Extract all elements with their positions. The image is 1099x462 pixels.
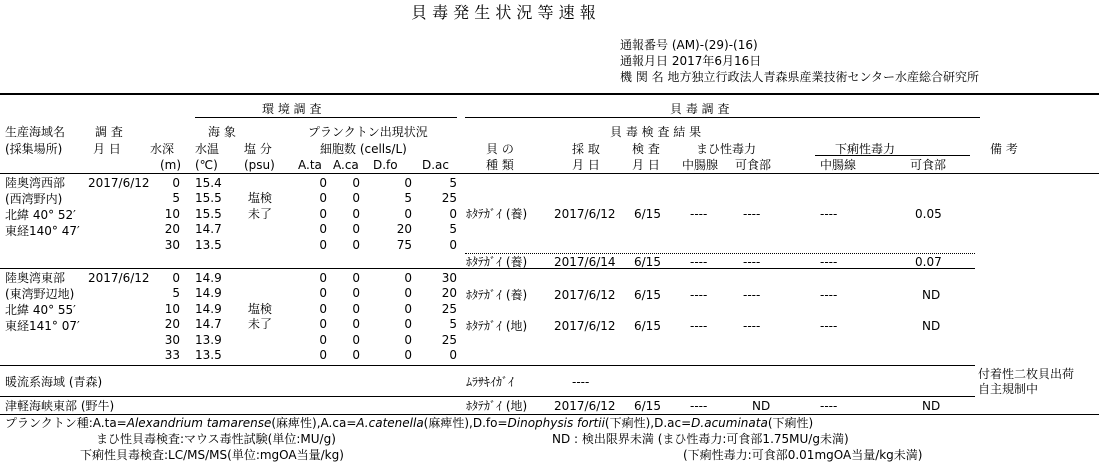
area-label: 陸奥湾東部 (5, 271, 66, 285)
dsp-gut-cell: ---- (820, 319, 838, 333)
dsp-edible-cell: ND (922, 288, 941, 302)
species-cell: ﾎﾀﾃｶﾞｲ (養) (466, 288, 528, 302)
site-label: (東湾野辺地) (5, 287, 75, 301)
header-dfo: D.fo (373, 158, 398, 172)
depth-cell: 10 (164, 206, 180, 221)
dfo-cell: 0 (404, 286, 412, 301)
header-gut2: 中腸線 (820, 158, 857, 172)
dac-cell: 5 (449, 222, 457, 237)
tsugaru-test-date: 6/15 (634, 399, 661, 413)
depth-cell: 30 (164, 237, 180, 252)
survey-date: 2017/6/12 (88, 271, 150, 285)
dsp-gut-cell: ---- (820, 288, 838, 302)
temp-cell: 13.5 (195, 237, 222, 252)
temp-cell: 15.5 (195, 191, 222, 206)
sample-date-cell: 2017/6/14 (554, 255, 616, 269)
dsp-gut-cell: ---- (820, 207, 838, 221)
dac-cell: 25 (441, 191, 457, 206)
dac-cell: 0 (449, 237, 457, 252)
header-temp-unit: (℃) (195, 158, 218, 172)
species-cell: ﾎﾀﾃｶﾞｲ (養) (466, 255, 528, 269)
psp-gut-cell: ---- (690, 207, 708, 221)
aca-cell: 0 (352, 191, 360, 206)
toxin-rule (465, 117, 980, 118)
temp-cell: 13.5 (195, 348, 222, 362)
temp-cell: 14.9 (195, 286, 222, 301)
sample-date-cell: 2017/6/12 (554, 288, 616, 302)
ata-cell: 0 (319, 332, 327, 347)
aca-cell: 0 (352, 176, 360, 190)
depth-cell: 30 (164, 332, 180, 347)
survey-date: 2017/6/12 (88, 176, 150, 190)
footer-species-legend: プランクトン種:A.ta=Alexandrium tamarense(麻痺性),A.ca=A.catenella(麻痺性),D.fo=Dinophysis fortii(下痢性),D.ac=D.acuminata(下痢性) (5, 416, 814, 430)
header-dac: D.ac (422, 158, 450, 172)
dac-cell: 5 (449, 317, 457, 332)
psp-gut-cell: ---- (690, 319, 708, 333)
ata-cell: 0 (319, 222, 327, 237)
header-ata: A.ta (298, 158, 322, 172)
header-sample: 採 取 (572, 142, 600, 156)
header-monthday: 月 日 (93, 142, 121, 156)
header-edible2: 可食部 (910, 158, 947, 172)
test-date-cell: 6/15 (634, 255, 661, 269)
header-salinity: 塩 分 (244, 142, 272, 156)
depth-cell: 0 (172, 176, 180, 190)
ata-cell: 0 (319, 176, 327, 190)
footer-nd-note: ND : 検出限界未満 (まひ性毒力:可食部1.75MU/g未満) (552, 432, 849, 446)
temp-cell: 14.7 (195, 222, 222, 237)
temp-cell: 14.9 (195, 301, 222, 316)
dfo-cell: 0 (404, 317, 412, 332)
dfo-cell: 5 (404, 191, 412, 206)
longitude-label: 東経141° 07′ (5, 319, 80, 333)
ata-cell: 0 (319, 301, 327, 316)
ata-cell: 0 (319, 191, 327, 206)
dac-cell: 0 (449, 206, 457, 221)
tsugaru-area: 津軽海峡東部 (野牛) (5, 399, 115, 413)
temp-cell: 15.5 (195, 206, 222, 221)
header-plankton: プランクトン出現状況 (308, 125, 428, 139)
header-gut: 中腸腺 (682, 158, 719, 172)
warm-rule (0, 396, 975, 397)
footer-dsp-nd: (下痢性毒力:可食部0.01mgOA当量/kg未満) (683, 448, 923, 462)
header-dsp: 下痢性毒力 (835, 142, 896, 156)
header-aca: A.ca (333, 158, 359, 172)
dfo-cell: 0 (404, 332, 412, 347)
page-title: 貝 毒 発 生 状 況 等 速 報 (411, 3, 596, 22)
temp-cell: 15.4 (195, 176, 222, 190)
latitude-label: 北緯 40° 55′ (5, 303, 76, 317)
salinity-cell: 未了 (248, 317, 273, 332)
dfo-cell: 0 (404, 206, 412, 221)
temp-cell: 14.7 (195, 317, 222, 332)
warm-area: 暖流系海域 (青森) (5, 375, 103, 389)
site-label: (西湾野内) (5, 192, 63, 206)
dfo-cell: 0 (404, 301, 412, 316)
depth-cell: 33 (164, 348, 180, 362)
header-shell: 貝 の (486, 142, 514, 156)
header-species: 種 類 (486, 158, 514, 172)
tsugaru-psp-edible: ND (752, 399, 771, 413)
dac-cell: 25 (441, 301, 457, 316)
psp-edible-cell: ---- (743, 255, 761, 269)
remark-line1: 付着性二枚貝出荷 (978, 367, 1075, 381)
test-date-cell: 6/15 (634, 319, 661, 333)
env-rule (195, 117, 457, 118)
header-depth-unit: (m) (160, 158, 182, 172)
ata-cell: 0 (319, 206, 327, 221)
header-toxin-result: 貝 毒 検 査 結 果 (610, 125, 702, 139)
species-cell: ﾎﾀﾃｶﾞｲ (地) (466, 319, 528, 333)
depth-cell: 20 (164, 317, 180, 332)
salinity-cell: 未了 (248, 206, 273, 221)
aca-cell: 0 (352, 348, 360, 362)
salinity-cell: 塩検 (248, 191, 273, 206)
header-survey: 調 査 (95, 125, 123, 139)
salinity-cell: 塩検 (248, 301, 273, 316)
header-temp: 水温 (195, 142, 220, 156)
header-site: (採集場所) (5, 142, 63, 156)
header-toxin: 貝 毒 調 査 (670, 102, 730, 116)
tsugaru-dsp-edible: ND (922, 399, 941, 413)
latitude-label: 北緯 40° 52′ (5, 208, 76, 222)
footer-psp-method: まひ性貝毒検査:マウス毒性試験(単位:MU/g) (96, 432, 336, 446)
dac-cell: 25 (441, 332, 457, 347)
header-depth: 水深 (150, 142, 175, 156)
longitude-label: 東経140° 47′ (5, 224, 80, 238)
dfo-cell: 0 (404, 176, 412, 190)
remark-line2: 自主規制中 (978, 382, 1039, 396)
report-number: 通報番号 (AM)-(29)-(16) (620, 38, 758, 52)
tsugaru-sample-date: 2017/6/12 (554, 399, 616, 413)
dsp-edible-cell: 0.07 (915, 255, 942, 269)
dfo-cell: 75 (396, 237, 412, 252)
ata-cell: 0 (319, 348, 327, 362)
ata-cell: 0 (319, 286, 327, 301)
header-sea: 海 象 (208, 125, 236, 139)
dac-cell: 5 (449, 176, 457, 190)
dfo-cell: 0 (404, 271, 412, 285)
warm-value: ---- (572, 375, 590, 389)
ata-cell: 0 (319, 317, 327, 332)
depth-cell: 5 (172, 191, 180, 206)
depth-cell: 5 (172, 286, 180, 301)
warm-species: ﾑﾗｻｷｲｶﾞｲ (466, 375, 515, 389)
header-test: 検 査 (632, 142, 660, 156)
dac-cell: 20 (441, 286, 457, 301)
ata-cell: 0 (319, 271, 327, 285)
header-env: 環 境 調 査 (262, 102, 322, 116)
dsp-edible-cell: ND (922, 319, 941, 333)
temp-cell: 13.9 (195, 332, 222, 347)
dfo-cell: 20 (396, 222, 412, 237)
depth-cell: 20 (164, 222, 180, 237)
aca-cell: 0 (352, 237, 360, 252)
sample-date-cell: 2017/6/12 (554, 319, 616, 333)
aca-cell: 0 (352, 271, 360, 285)
dsp-gut-cell: ---- (820, 255, 838, 269)
header-bottom-rule (0, 173, 1099, 174)
tsugaru-psp-gut: ---- (690, 399, 708, 413)
aca-cell: 0 (352, 286, 360, 301)
area-label: 陸奥湾西部 (5, 176, 66, 190)
psp-gut-cell: ---- (690, 288, 708, 302)
header-top-rule (0, 93, 1099, 95)
psp-edible-cell: ---- (743, 288, 761, 302)
tsugaru-species: ﾎﾀﾃｶﾞｲ (地) (466, 399, 528, 413)
dac-cell: 0 (449, 348, 457, 362)
block2-rule (0, 365, 975, 366)
aca-cell: 0 (352, 317, 360, 332)
report-date: 通報月日 2017年6月16日 (620, 54, 762, 68)
depth-cell: 0 (172, 271, 180, 285)
header-remarks: 備 考 (990, 142, 1018, 156)
table-bottom-rule (0, 414, 1099, 415)
test-date-cell: 6/15 (634, 207, 661, 221)
footer-dsp-method: 下痢性貝毒検査:LC/MS/MS(単位:mgOA当量/kg) (80, 448, 344, 462)
temp-cell: 14.9 (195, 271, 222, 285)
dsp-edible-cell: 0.05 (915, 207, 942, 221)
aca-cell: 0 (352, 222, 360, 237)
aca-cell: 0 (352, 332, 360, 347)
test-date-cell: 6/15 (634, 288, 661, 302)
dac-cell: 30 (441, 271, 457, 285)
tsugaru-dsp-gut: ---- (820, 399, 838, 413)
psp-gut-cell: ---- (690, 255, 708, 269)
psp-edible-cell: ---- (743, 319, 761, 333)
sample-date-cell: 2017/6/12 (554, 207, 616, 221)
header-psp: まひ性毒力 (696, 142, 757, 156)
tox-dotted-rule (465, 253, 975, 254)
header-sample-md: 月 日 (572, 158, 600, 172)
header-area: 生産海域名 (5, 125, 66, 139)
dfo-cell: 0 (404, 348, 412, 362)
depth-cell: 10 (164, 301, 180, 316)
header-cells: 細胞数 (cells/L) (320, 142, 407, 156)
agency-name: 機 関 名 地方独立行政法人青森県産業技術センター水産総合研究所 (620, 70, 979, 84)
species-cell: ﾎﾀﾃｶﾞｲ (養) (466, 207, 528, 221)
header-test-md: 月 日 (632, 158, 660, 172)
psp-edible-cell: ---- (743, 207, 761, 221)
ata-cell: 0 (319, 237, 327, 252)
aca-cell: 0 (352, 301, 360, 316)
header-sal-unit: (psu) (244, 158, 275, 172)
header-edible: 可食部 (735, 158, 772, 172)
aca-cell: 0 (352, 206, 360, 221)
